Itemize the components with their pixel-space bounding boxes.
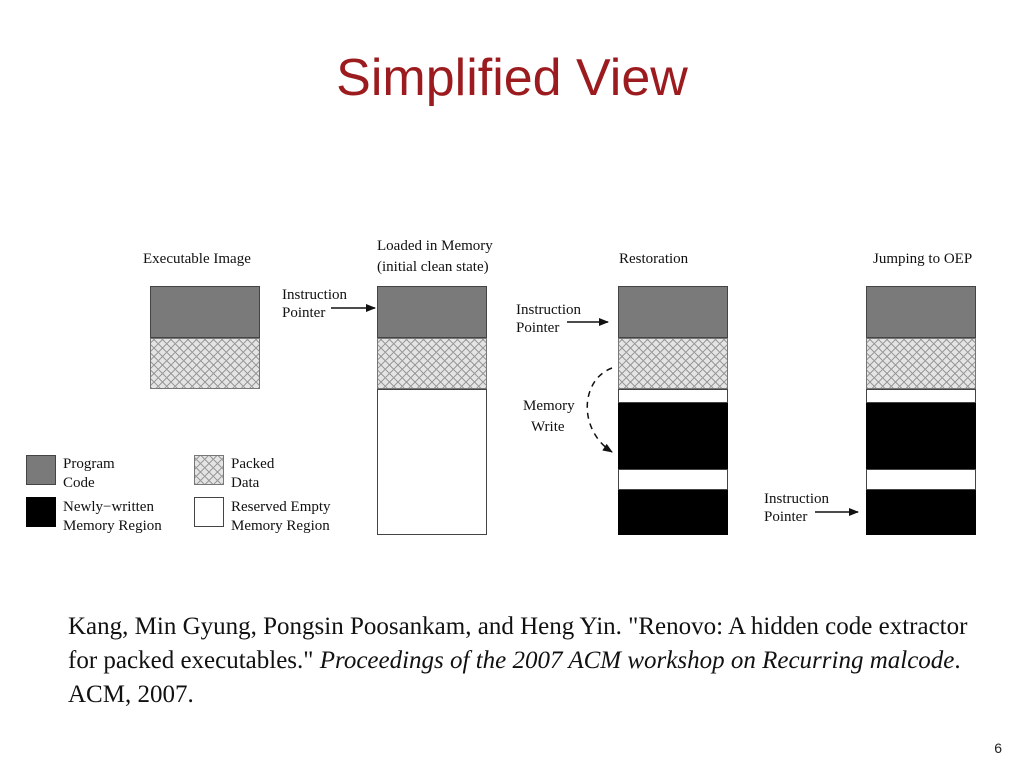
citation (68, 610, 968, 712)
ip3-label-line1: Instruction (764, 491, 829, 507)
memory-write-arrow (587, 368, 612, 452)
legend-reserved-empty-line2: Memory Region (231, 518, 330, 534)
legend-packed-data-swatch (194, 455, 224, 485)
header-jumping-to-oep: Jumping to OEP (873, 251, 973, 267)
header-initial-clean-state: (initial clean state) (377, 259, 489, 275)
legend-program-code-line1: Program (63, 456, 115, 472)
citation-tail: . ACM, 2007. (68, 647, 961, 708)
legend-packed-data-line1: Packed (231, 456, 275, 472)
header-restoration: Restoration (619, 251, 689, 267)
ip3-label-line2: Pointer (764, 509, 808, 525)
header-executable-image: Executable Image (143, 251, 251, 267)
citation-venue: Proceedings of the 2007 ACM workshop on Recurring malcode (319, 647, 955, 674)
legend-packed-data-line2: Data (231, 475, 260, 491)
legend-newly-written-line2: Memory Region (63, 518, 162, 534)
ip1-label-line2: Pointer (282, 305, 326, 321)
ip2-label-line1: Instruction (516, 302, 581, 318)
slide-title: Simplified View (336, 49, 688, 107)
legend-program-code-swatch (26, 455, 56, 485)
legend-newly-written-swatch (26, 497, 56, 527)
citation-authors: Kang, Min Gyung, Pongsin Poosankam, and Heng Yin. "Renovo: A hidden code extractor for packed executables." (68, 613, 968, 674)
legend-reserved-empty-swatch (194, 497, 224, 527)
memory-write-label-line1: Memory (523, 398, 575, 414)
ip1-label-line1: Instruction (282, 287, 347, 303)
header-loaded-in-memory: Loaded in Memory (377, 238, 493, 254)
legend-newly-written-line1: Newly−written (63, 499, 154, 515)
legend-program-code-line2: Code (63, 475, 95, 491)
ip2-label-line2: Pointer (516, 320, 560, 336)
legend-reserved-empty-line1: Reserved Empty (231, 499, 331, 515)
memory-write-label-line2: Write (531, 419, 565, 435)
page-number: 6 (994, 740, 1002, 756)
